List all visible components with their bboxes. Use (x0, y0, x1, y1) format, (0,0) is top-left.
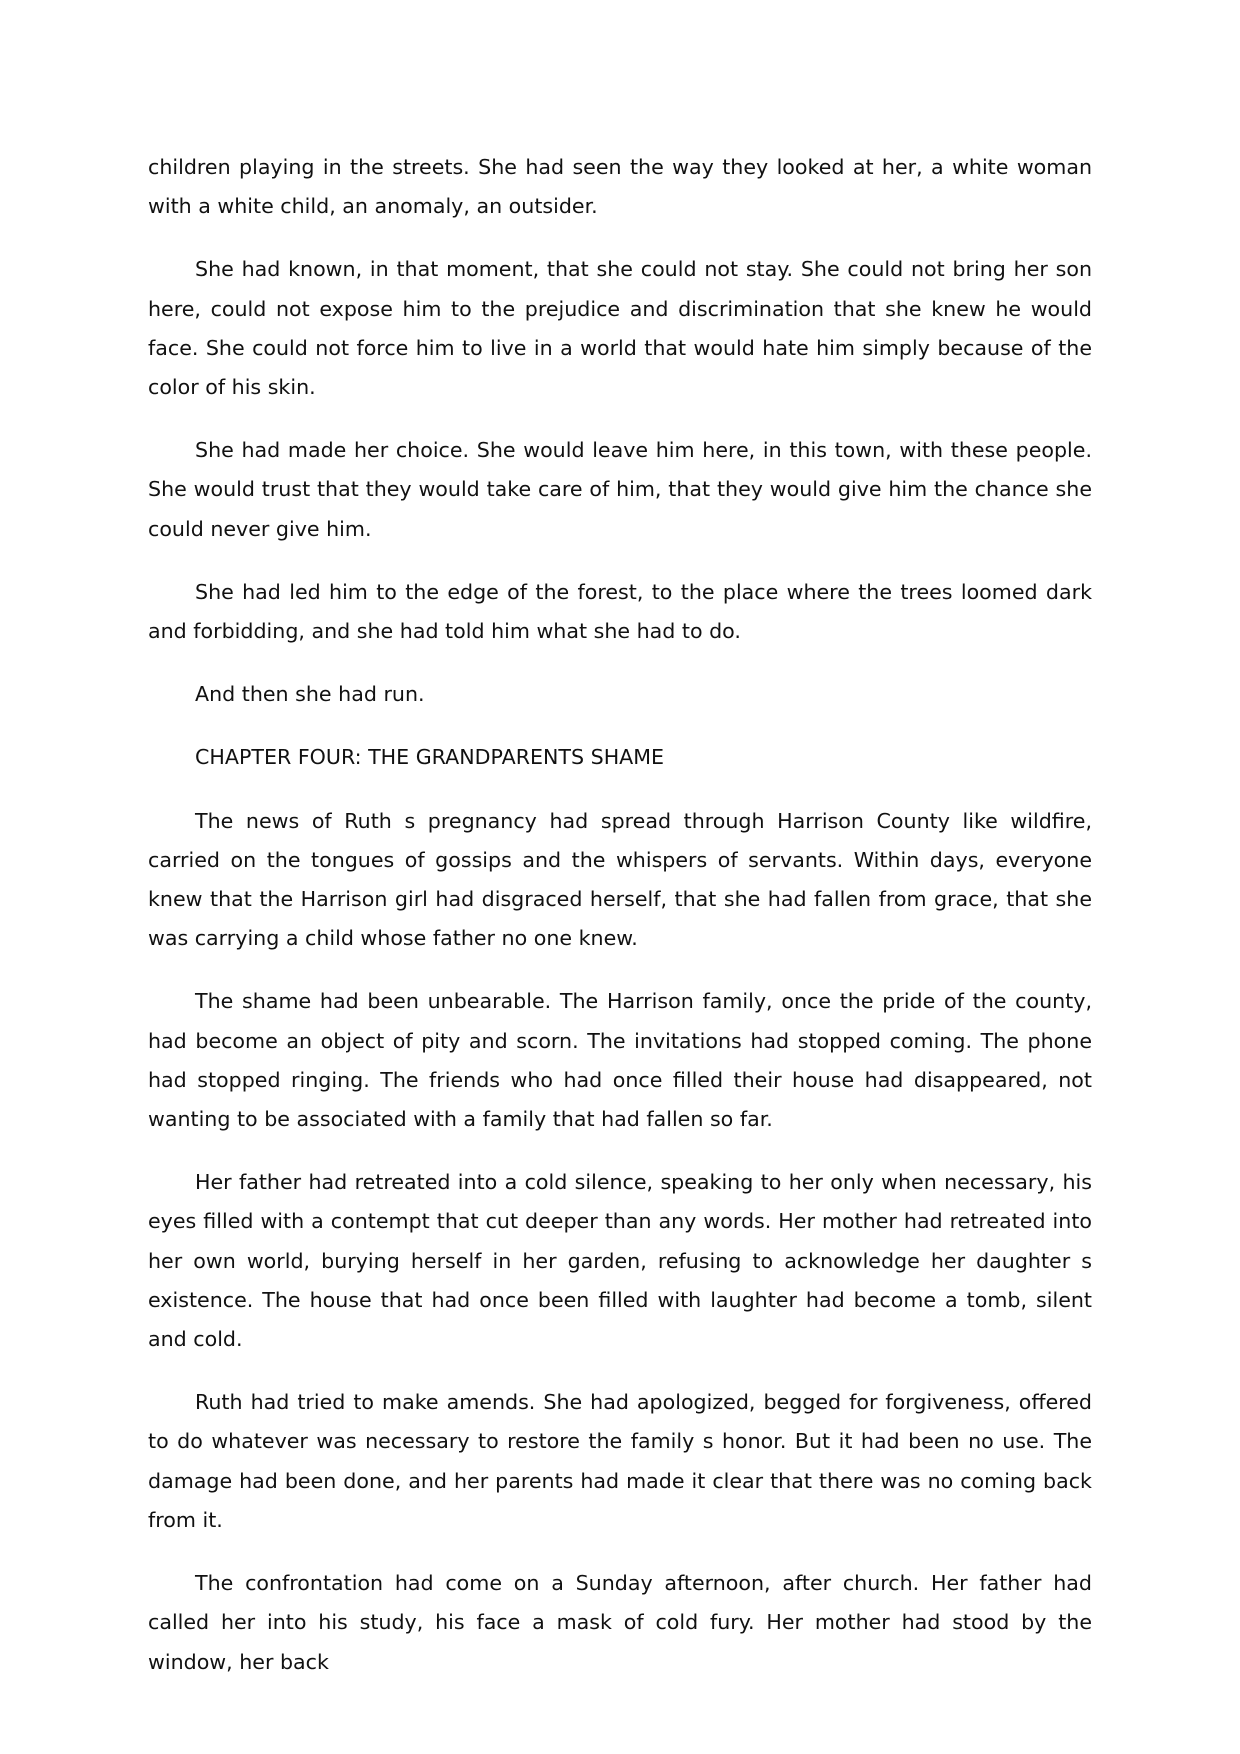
chapter-heading: CHAPTER FOUR: THE GRANDPARENTS SHAME (195, 745, 665, 770)
paragraph-continuation: children playing in the streets. She had seen the way they looked at her, a white woman with a white child, an anomaly, an outsider. (148, 155, 1092, 219)
paragraph: Her father had retreated into a cold silence, speaking to her only when necessary, his eyes filled with a contempt that cut deeper than any words. Her mother had retreated into her own world, burying herself in her garden, refusing to acknowledge her daughter s existence. The house that had once been filled with laughter had become a tomb, silent and cold. (148, 1170, 1092, 1352)
paragraph: She had led him to the edge of the forest, to the place where the trees loomed dark and forbidding, and she had told him what she had to do. (148, 579, 1092, 644)
paragraph: The news of Ruth s pregnancy had spread through Harrison County like wildfire, carried on the tongues of gossips and the whispers of servants. Within days, everyone knew that the Harrison girl had disgraced herself, that she had fallen from grace, that she was carrying a child whose father no one knew. (148, 808, 1092, 951)
paragraph: The confrontation had come on a Sunday afternoon, after church. Her father had called her into his study, his face a mask of cold fury. Her mother had stood by the window, her back (148, 1571, 1092, 1674)
paragraph: She had made her choice. She would leave him here, in this town, with these people. She would trust that they would take care of him, that they would give him the chance she could never give him. (148, 438, 1092, 541)
paragraph: And then she had run. (195, 682, 425, 707)
paragraph: Ruth had tried to make amends. She had apologized, begged for forgiveness, offered to do whatever was necessary to restore the family s honor. But it had been no use. The damage had been done, and her parents had made it clear that there was no coming back from it. (148, 1390, 1092, 1532)
paragraph: She had known, in that moment, that she could not stay. She could not bring her son here, could not expose him to the prejudice and discrimination that she knew he would face. She could not force him to live in a world that would hate him simply because of the color of his skin. (148, 257, 1092, 400)
page-body-text (148, 148, 1092, 1706)
paragraph: The shame had been unbearable. The Harrison family, once the pride of the county, had become an object of pity and scorn. The invitations had stopped coming. The phone had stopped ringing. The friends who had once filled their house had disappeared, not wanting to be associated with a family that had fallen so far. (148, 989, 1092, 1132)
